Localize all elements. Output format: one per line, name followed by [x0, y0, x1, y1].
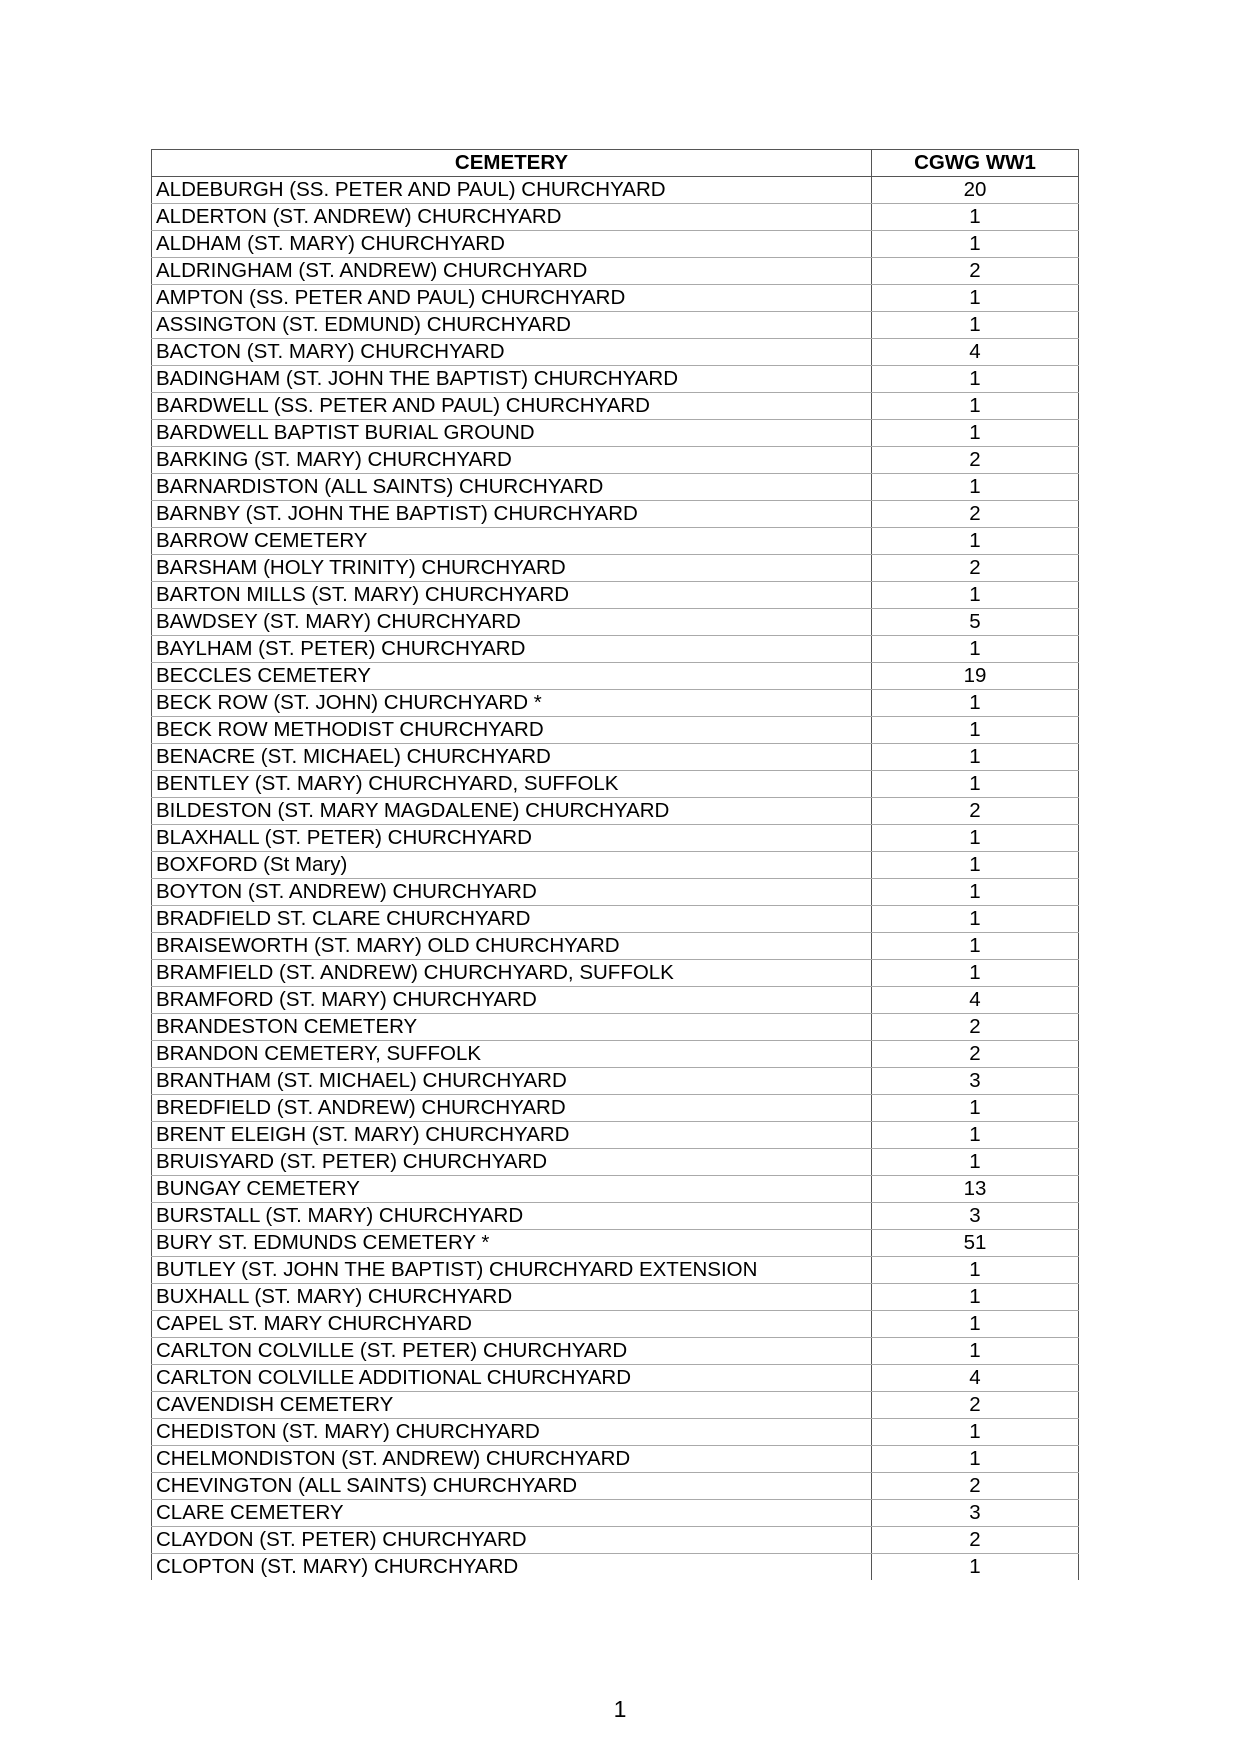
cemetery-name-cell: BRANDESTON CEMETERY: [152, 1014, 872, 1041]
table-row: [152, 690, 1079, 717]
table-row: [152, 339, 1079, 366]
cgwg-count-cell: 2: [872, 1392, 1079, 1419]
cemetery-name-cell: BUTLEY (ST. JOHN THE BAPTIST) CHURCHYARD EXTENSION: [152, 1257, 872, 1284]
cemetery-name-cell: ALDERTON (ST. ANDREW) CHURCHYARD: [152, 204, 872, 231]
cgwg-count-cell: 2: [872, 555, 1079, 582]
cemetery-name-cell: BAWDSEY (ST. MARY) CHURCHYARD: [152, 609, 872, 636]
cgwg-count-cell: 1: [872, 393, 1079, 420]
table-row: [152, 1419, 1079, 1446]
cgwg-count-cell: 2: [872, 447, 1079, 474]
cemetery-name-cell: ALDEBURGH (SS. PETER AND PAUL) CHURCHYARD: [152, 177, 872, 204]
table-row: [152, 744, 1079, 771]
cemetery-name-cell: CARLTON COLVILLE ADDITIONAL CHURCHYARD: [152, 1365, 872, 1392]
page-number: 1: [613, 1696, 627, 1722]
table-row: [152, 1095, 1079, 1122]
cgwg-count-cell: 51: [872, 1230, 1079, 1257]
table-row: [152, 1041, 1079, 1068]
cgwg-count-cell: 3: [872, 1500, 1079, 1527]
cgwg-count-cell: 20: [872, 177, 1079, 204]
cgwg-count-cell: 1: [872, 1338, 1079, 1365]
cgwg-count-cell: 1: [872, 636, 1079, 663]
table-body: [152, 177, 1079, 1581]
cgwg-count-cell: 2: [872, 501, 1079, 528]
table-row: [152, 1446, 1079, 1473]
cgwg-count-cell: 1: [872, 906, 1079, 933]
table-row: [152, 987, 1079, 1014]
cemetery-name-cell: BECCLES CEMETERY: [152, 663, 872, 690]
table-row: [152, 906, 1079, 933]
cgwg-count-cell: 1: [872, 1149, 1079, 1176]
cemetery-name-cell: BARDWELL BAPTIST BURIAL GROUND: [152, 420, 872, 447]
cemetery-name-cell: CHEVINGTON (ALL SAINTS) CHURCHYARD: [152, 1473, 872, 1500]
cemetery-name-cell: BRANDON CEMETERY, SUFFOLK: [152, 1041, 872, 1068]
cemetery-name-cell: BRANTHAM (ST. MICHAEL) CHURCHYARD: [152, 1068, 872, 1095]
cgwg-count-cell: 1: [872, 879, 1079, 906]
cemetery-name-cell: CARLTON COLVILLE (ST. PETER) CHURCHYARD: [152, 1338, 872, 1365]
cgwg-count-cell: 1: [872, 474, 1079, 501]
table-row: [152, 1122, 1079, 1149]
cemetery-name-cell: BRUISYARD (ST. PETER) CHURCHYARD: [152, 1149, 872, 1176]
cgwg-count-cell: 1: [872, 1554, 1079, 1581]
cemetery-name-cell: BRADFIELD ST. CLARE CHURCHYARD: [152, 906, 872, 933]
cgwg-count-cell: 2: [872, 798, 1079, 825]
cemetery-name-cell: BARSHAM (HOLY TRINITY) CHURCHYARD: [152, 555, 872, 582]
table-row: [152, 447, 1079, 474]
column-header-cgwg-ww1: CGWG WW1: [872, 150, 1079, 177]
table-row: [152, 1527, 1079, 1554]
table-row: [152, 420, 1079, 447]
cgwg-count-cell: 4: [872, 987, 1079, 1014]
cemetery-table: [151, 149, 1079, 1580]
cemetery-name-cell: BARNARDISTON (ALL SAINTS) CHURCHYARD: [152, 474, 872, 501]
cemetery-name-cell: CLAYDON (ST. PETER) CHURCHYARD: [152, 1527, 872, 1554]
cgwg-count-cell: 1: [872, 420, 1079, 447]
table-row: [152, 798, 1079, 825]
cgwg-count-cell: 1: [872, 717, 1079, 744]
table-row: [152, 501, 1079, 528]
cemetery-name-cell: BARTON MILLS (ST. MARY) CHURCHYARD: [152, 582, 872, 609]
table-row: [152, 1554, 1079, 1581]
table-row: [152, 1257, 1079, 1284]
cemetery-name-cell: BURY ST. EDMUNDS CEMETERY *: [152, 1230, 872, 1257]
cemetery-name-cell: BLAXHALL (ST. PETER) CHURCHYARD: [152, 825, 872, 852]
table-row: [152, 204, 1079, 231]
cemetery-name-cell: CHEDISTON (ST. MARY) CHURCHYARD: [152, 1419, 872, 1446]
table-row: [152, 825, 1079, 852]
table-row: [152, 1149, 1079, 1176]
cemetery-name-cell: BARNBY (ST. JOHN THE BAPTIST) CHURCHYARD: [152, 501, 872, 528]
table-row: [152, 1176, 1079, 1203]
table-row: [152, 879, 1079, 906]
cgwg-count-cell: 1: [872, 582, 1079, 609]
table-row: [152, 1365, 1079, 1392]
cgwg-count-cell: 1: [872, 1095, 1079, 1122]
cgwg-count-cell: 4: [872, 339, 1079, 366]
table-row: [152, 663, 1079, 690]
table-row: [152, 231, 1079, 258]
cgwg-count-cell: 1: [872, 1122, 1079, 1149]
cgwg-count-cell: 1: [872, 1446, 1079, 1473]
cemetery-name-cell: BACTON (ST. MARY) CHURCHYARD: [152, 339, 872, 366]
cgwg-count-cell: 1: [872, 285, 1079, 312]
cgwg-count-cell: 1: [872, 1419, 1079, 1446]
cemetery-name-cell: BARKING (ST. MARY) CHURCHYARD: [152, 447, 872, 474]
table-row: [152, 1230, 1079, 1257]
cgwg-count-cell: 3: [872, 1068, 1079, 1095]
cgwg-count-cell: 1: [872, 204, 1079, 231]
cgwg-count-cell: 1: [872, 1284, 1079, 1311]
table-row: [152, 1392, 1079, 1419]
cgwg-count-cell: 1: [872, 690, 1079, 717]
cgwg-count-cell: 1: [872, 960, 1079, 987]
cgwg-count-cell: 1: [872, 825, 1079, 852]
table-row: [152, 1014, 1079, 1041]
cemetery-name-cell: BECK ROW METHODIST CHURCHYARD: [152, 717, 872, 744]
cemetery-name-cell: BADINGHAM (ST. JOHN THE BAPTIST) CHURCHYARD: [152, 366, 872, 393]
cgwg-count-cell: 1: [872, 771, 1079, 798]
cgwg-count-cell: 1: [872, 1311, 1079, 1338]
cemetery-name-cell: BRAISEWORTH (ST. MARY) OLD CHURCHYARD: [152, 933, 872, 960]
cemetery-name-cell: BOYTON (ST. ANDREW) CHURCHYARD: [152, 879, 872, 906]
table-row: [152, 177, 1079, 204]
cemetery-name-cell: BECK ROW (ST. JOHN) CHURCHYARD *: [152, 690, 872, 717]
cgwg-count-cell: 1: [872, 933, 1079, 960]
cgwg-count-cell: 4: [872, 1365, 1079, 1392]
table-row: [152, 717, 1079, 744]
table-row: [152, 960, 1079, 987]
cgwg-count-cell: 1: [872, 231, 1079, 258]
table-row: [152, 1203, 1079, 1230]
table-row: [152, 258, 1079, 285]
table-row: [152, 1068, 1079, 1095]
table-row: [152, 636, 1079, 663]
table-row: [152, 393, 1079, 420]
cemetery-name-cell: BREDFIELD (ST. ANDREW) CHURCHYARD: [152, 1095, 872, 1122]
table-row: [152, 1473, 1079, 1500]
cemetery-name-cell: BUNGAY CEMETERY: [152, 1176, 872, 1203]
cgwg-count-cell: 1: [872, 1257, 1079, 1284]
table-row: [152, 1311, 1079, 1338]
cemetery-name-cell: CAVENDISH CEMETERY: [152, 1392, 872, 1419]
cgwg-count-cell: 1: [872, 744, 1079, 771]
cemetery-name-cell: BENACRE (ST. MICHAEL) CHURCHYARD: [152, 744, 872, 771]
cgwg-count-cell: 1: [872, 312, 1079, 339]
cemetery-name-cell: BRAMFORD (ST. MARY) CHURCHYARD: [152, 987, 872, 1014]
table-row: [152, 852, 1079, 879]
cemetery-name-cell: BUXHALL (ST. MARY) CHURCHYARD: [152, 1284, 872, 1311]
cemetery-name-cell: AMPTON (SS. PETER AND PAUL) CHURCHYARD: [152, 285, 872, 312]
cgwg-count-cell: 2: [872, 258, 1079, 285]
cgwg-count-cell: 5: [872, 609, 1079, 636]
table-row: [152, 285, 1079, 312]
cemetery-name-cell: CLOPTON (ST. MARY) CHURCHYARD: [152, 1554, 872, 1581]
cgwg-count-cell: 1: [872, 852, 1079, 879]
cemetery-name-cell: BILDESTON (ST. MARY MAGDALENE) CHURCHYARD: [152, 798, 872, 825]
cgwg-count-cell: 2: [872, 1041, 1079, 1068]
cemetery-name-cell: CAPEL ST. MARY CHURCHYARD: [152, 1311, 872, 1338]
table-row: [152, 474, 1079, 501]
table-row: [152, 771, 1079, 798]
cemetery-name-cell: BRAMFIELD (ST. ANDREW) CHURCHYARD, SUFFOLK: [152, 960, 872, 987]
table-row: [152, 1500, 1079, 1527]
table-row: [152, 609, 1079, 636]
cemetery-name-cell: ASSINGTON (ST. EDMUND) CHURCHYARD: [152, 312, 872, 339]
cemetery-name-cell: BARROW CEMETERY: [152, 528, 872, 555]
cemetery-name-cell: CHELMONDISTON (ST. ANDREW) CHURCHYARD: [152, 1446, 872, 1473]
cemetery-name-cell: BAYLHAM (ST. PETER) CHURCHYARD: [152, 636, 872, 663]
column-header-cemetery: CEMETERY: [152, 150, 872, 177]
table-row: [152, 582, 1079, 609]
cemetery-name-cell: BARDWELL (SS. PETER AND PAUL) CHURCHYARD: [152, 393, 872, 420]
cemetery-name-cell: BURSTALL (ST. MARY) CHURCHYARD: [152, 1203, 872, 1230]
cgwg-count-cell: 2: [872, 1014, 1079, 1041]
cemetery-name-cell: BRENT ELEIGH (ST. MARY) CHURCHYARD: [152, 1122, 872, 1149]
table-row: [152, 933, 1079, 960]
cgwg-count-cell: 13: [872, 1176, 1079, 1203]
table-row: [152, 366, 1079, 393]
cgwg-count-cell: 2: [872, 1473, 1079, 1500]
table-header-row: [152, 150, 1079, 177]
table-row: [152, 1338, 1079, 1365]
cemetery-name-cell: ALDRINGHAM (ST. ANDREW) CHURCHYARD: [152, 258, 872, 285]
table-row: [152, 528, 1079, 555]
cgwg-count-cell: 1: [872, 528, 1079, 555]
cemetery-name-cell: BENTLEY (ST. MARY) CHURCHYARD, SUFFOLK: [152, 771, 872, 798]
cemetery-name-cell: ALDHAM (ST. MARY) CHURCHYARD: [152, 231, 872, 258]
cgwg-count-cell: 3: [872, 1203, 1079, 1230]
table-row: [152, 312, 1079, 339]
cgwg-count-cell: 2: [872, 1527, 1079, 1554]
cemetery-name-cell: CLARE CEMETERY: [152, 1500, 872, 1527]
cgwg-count-cell: 19: [872, 663, 1079, 690]
cemetery-name-cell: BOXFORD (St Mary): [152, 852, 872, 879]
table-row: [152, 1284, 1079, 1311]
cgwg-count-cell: 1: [872, 366, 1079, 393]
table-row: [152, 555, 1079, 582]
